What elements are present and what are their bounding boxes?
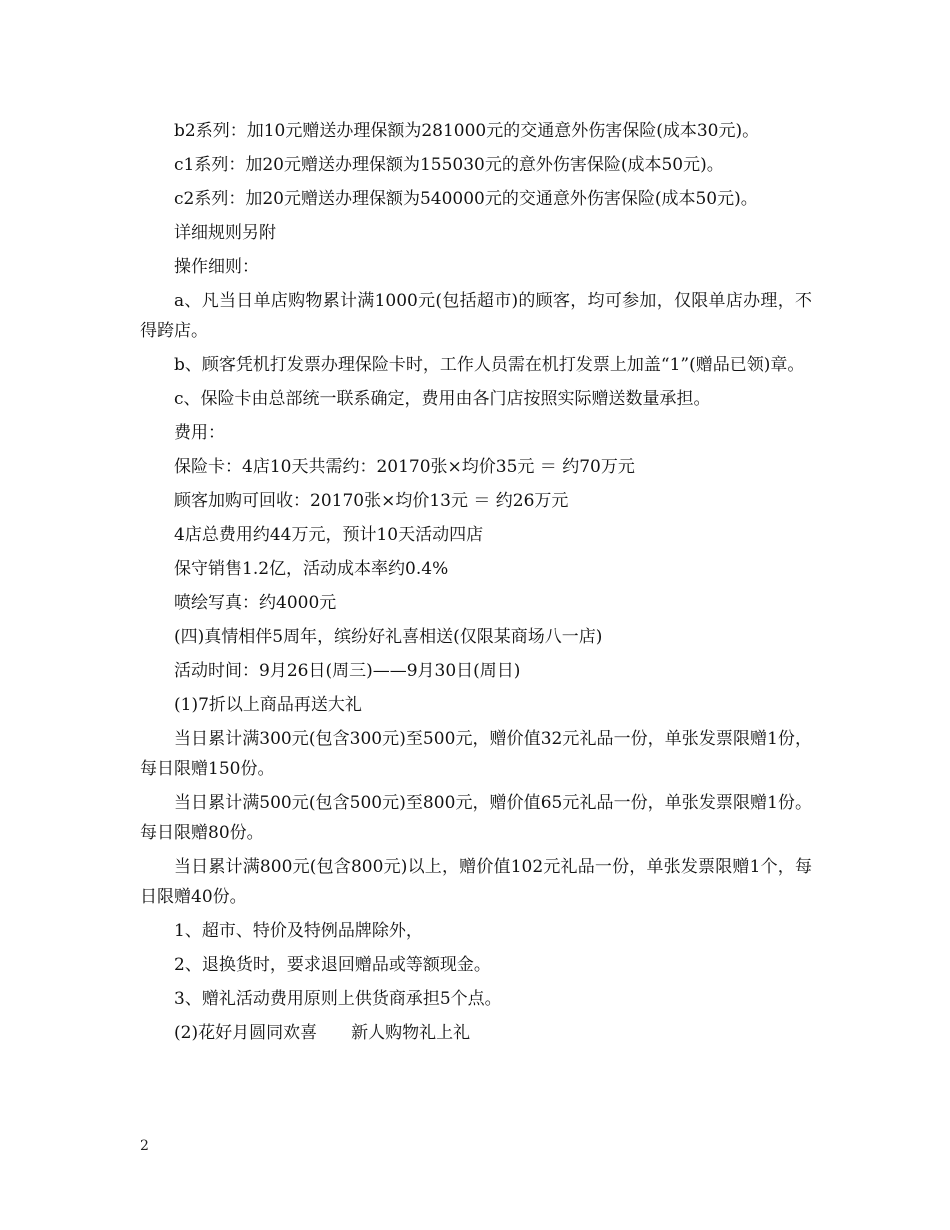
paragraph-c1-series: c1系列：加20元赠送办理保额为155030元的意外伤害保险(成本50元)。: [174, 155, 724, 175]
paragraph-note-supplier: 3、赠礼活动费用原则上供货商承担5个点。: [174, 989, 502, 1009]
paragraph-rules-attached: 详细规则另附: [174, 223, 276, 243]
paragraph-operation-a: a、凡当日单店购物累计满1000元(包括超市)的顾客，均可参加，仅限单店办理，不得跨店。: [140, 291, 812, 341]
paragraph-operation-b: b、顾客凭机打发票办理保险卡时，工作人员需在机打发票上加盖“1”(赠品已领)章。: [174, 355, 805, 375]
paragraph-note-returns: 2、退换货时，要求退回赠品或等额现金。: [174, 955, 491, 975]
page-number: 2: [140, 1138, 149, 1154]
document-body: [140, 116, 812, 1052]
paragraph-cost-rate: 保守销售1.2亿，活动成本率约0.4%: [174, 559, 449, 579]
paragraph-note-exclusions: 1、超市、特价及特例品牌除外，: [174, 921, 423, 941]
paragraph-section-four-title: (四)真情相伴5周年，缤纷好礼喜相送(仅限某商场八一店): [174, 627, 603, 647]
paragraph-c2-series: c2系列：加20元赠送办理保额为540000元的交通意外伤害保险(成本50元)。: [174, 189, 758, 209]
paragraph-cost-heading: 费用：: [174, 423, 225, 443]
paragraph-print-cost: 喷绘写真：约4000元: [174, 593, 337, 613]
paragraph-total-cost: 4店总费用约44万元，预计10天活动四店: [174, 525, 484, 545]
paragraph-gift-tier-300: 当日累计满300元(包含300元)至500元，赠价值32元礼品一份，单张发票限赠1份，每日限赠150份。: [140, 729, 812, 779]
paragraph-subsection-two: (2)花好月圆同欢喜 新人购物礼上礼: [174, 1023, 471, 1043]
paragraph-customer-recovery: 顾客加购可回收：20170张×均价13元 ＝ 约26万元: [174, 491, 569, 511]
paragraph-insurance-card-cost: 保险卡：4店10天共需约：20170张×均价35元 ＝ 约70万元: [174, 457, 635, 477]
paragraph-gift-tier-800: 当日累计满800元(包含800元)以上，赠价值102元礼品一份，单张发票限赠1个，每日限赠40份。: [140, 857, 812, 907]
paragraph-operation-c: c、保险卡由总部统一联系确定，费用由各门店按照实际赠送数量承担。: [174, 389, 711, 409]
paragraph-activity-time: 活动时间：9月26日(周三)——9月30日(周日): [174, 661, 521, 681]
paragraph-b2-series: b2系列：加10元赠送办理保额为281000元的交通意外伤害保险(成本30元)。: [174, 121, 760, 141]
paragraph-gift-tier-500: 当日累计满500元(包含500元)至800元，赠价值65元礼品一份，单张发票限赠1份。每日限赠80份。: [140, 793, 812, 843]
paragraph-operation-heading: 操作细则：: [174, 257, 259, 277]
paragraph-subsection-one: (1)7折以上商品再送大礼: [174, 695, 362, 715]
